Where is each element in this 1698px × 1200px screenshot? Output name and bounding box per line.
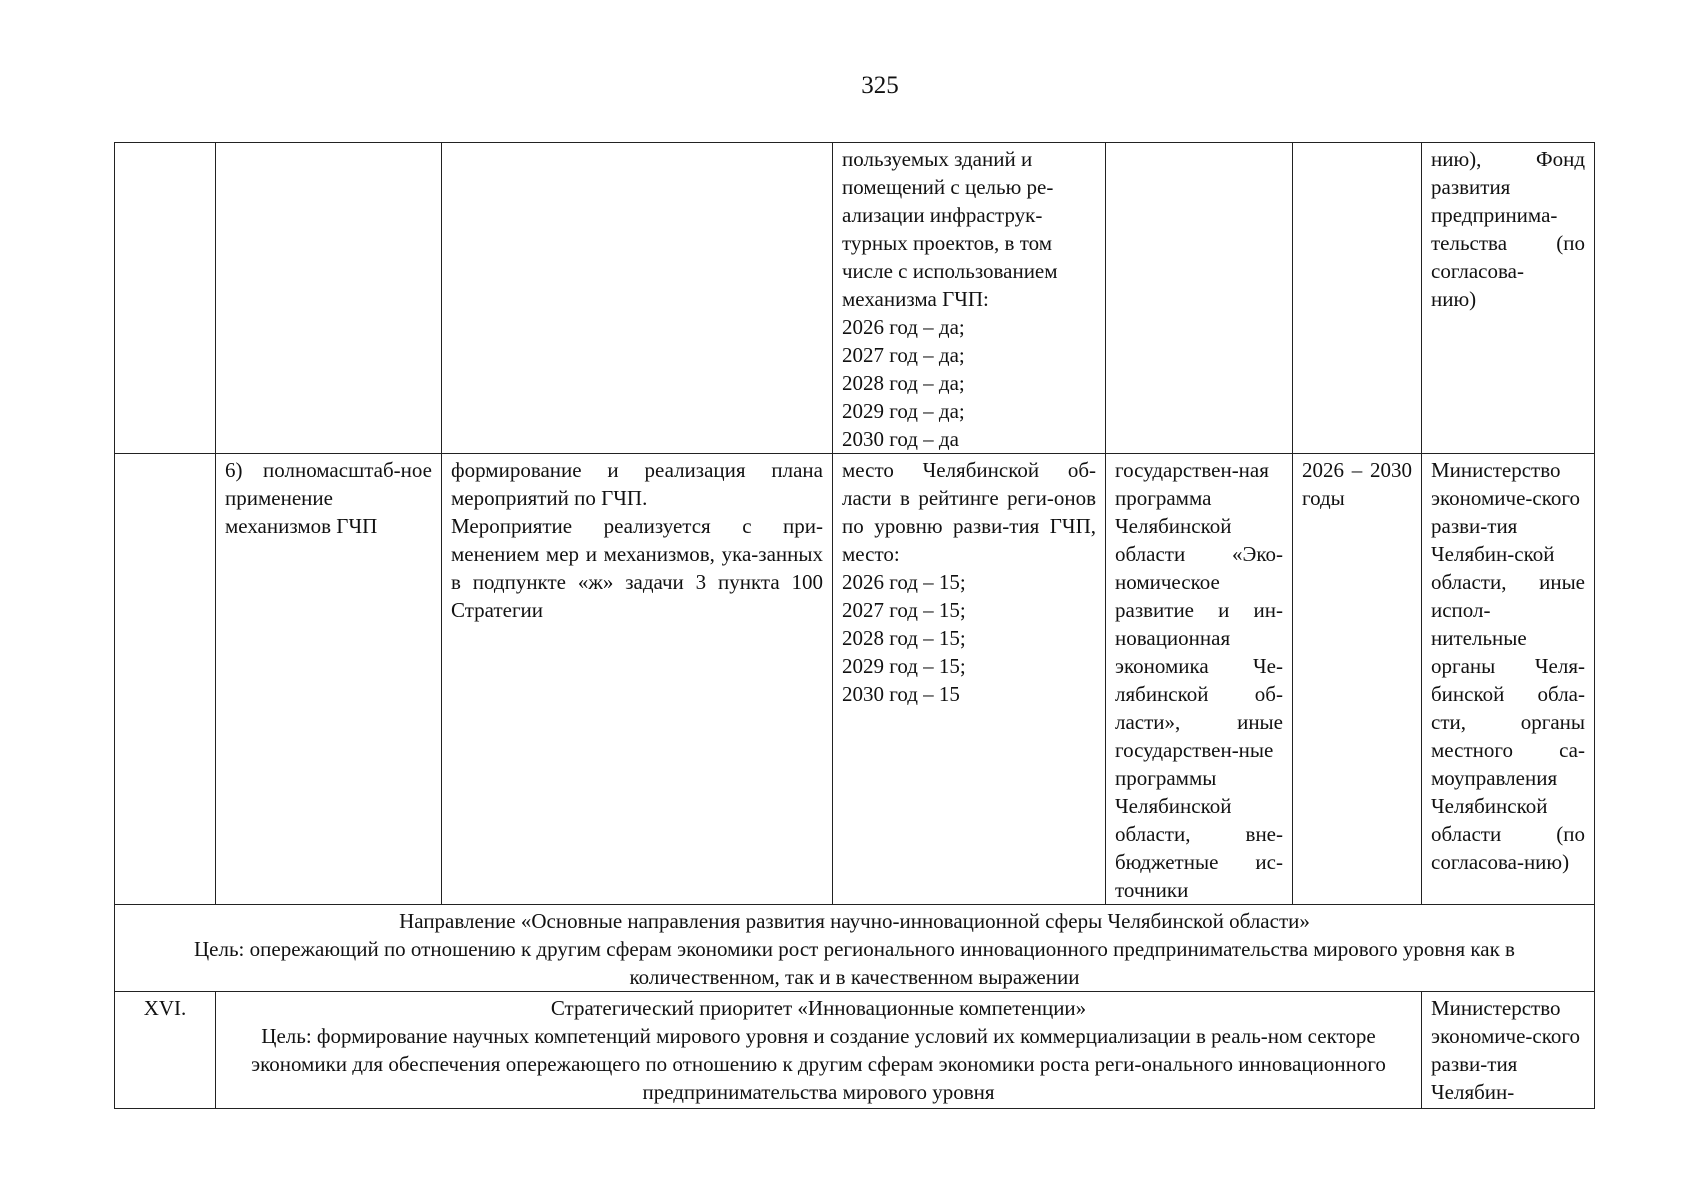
indicator-line: числе с использованием xyxy=(842,259,1058,283)
measure-paragraph: Мероприятие реализуется с при-менением мер и механизмов, ука-занных в подпункте «ж» задачи 3 пункта 100 Стратегии xyxy=(451,514,823,622)
indicator-line: турных проектов, в том xyxy=(842,231,1053,255)
indicator-line: пользуемых зданий и xyxy=(842,147,1033,171)
cell-indicator xyxy=(833,143,1106,454)
priority-goal: Цель: формирование научных компетенций мирового уровня и создание условий их коммерциализации в реаль-ном секторе экономики для обеспечения опережающего по отношению к другим сферам экономики роста реги-онального инновационного предпринимательства мирового уровня xyxy=(251,1024,1386,1104)
page-number: 325 xyxy=(861,72,899,99)
indicator-line: 2030 год – 15 xyxy=(842,682,960,706)
indicator-line: помещений с целью ре- xyxy=(842,175,1054,199)
priority-title: Стратегический приоритет «Инновационные компетенции» xyxy=(550,996,1087,1020)
indicator-line: 2030 год – да xyxy=(842,427,959,451)
indicator-line: 2028 год – 15; xyxy=(842,626,966,650)
cell-executor: Министерство экономиче-ского разви-тия Челябин-ской области, иные испол-нительные органы Челя-бинской обла-сти, органы местного са-моуправления Челябинской области (по согласова-нию) xyxy=(1422,454,1595,905)
cell-task xyxy=(216,143,442,454)
executor-line: развития xyxy=(1431,175,1511,199)
table-row-item-6 xyxy=(115,454,1595,905)
indicator-line: 2027 год – 15; xyxy=(842,598,966,622)
table-row-priority xyxy=(115,992,1595,1109)
indicator-line: 2029 год – да; xyxy=(842,399,965,423)
cell-program: государствен-ная программа Челябинской области «Эко-номическое развитие и ин-новационная экономика Че-лябинской об-ласти», иные государствен-ные программы Челябинской области, вне-бюджетные ис-точники xyxy=(1106,454,1293,905)
indicator-line: 2029 год – 15; xyxy=(842,654,966,678)
indicator-line: механизма ГЧП: xyxy=(842,287,989,311)
priority-executor: Министерство экономиче-ского разви-тия Челябин- xyxy=(1422,992,1595,1109)
measure-paragraph: формирование и реализация плана мероприятий по ГЧП. xyxy=(451,458,823,510)
priority-number: XVI. xyxy=(115,992,216,1109)
executor-line: нию), Фонд xyxy=(1431,147,1585,171)
indicator-line: 2026 год – да; xyxy=(842,315,965,339)
indicator-line: место Челябинской об-ласти в рейтинге реги-онов по уровню разви-тия ГЧП, место: xyxy=(842,458,1096,566)
direction-goal: Цель: опережающий по отношению к другим сферам экономики рост регионального инновационного предпринимательства мирового уровня как в количественном, так и в качественном выражении xyxy=(194,937,1515,989)
indicator-line: 2026 год – 15; xyxy=(842,570,966,594)
executor-line: тельства (по xyxy=(1431,231,1585,255)
cell-indicator xyxy=(833,454,1106,905)
direction-cell xyxy=(115,905,1595,992)
cell-number xyxy=(115,454,216,905)
indicator-line: 2028 год – да; xyxy=(842,371,965,395)
direction-title: Направление «Основные направления развития научно-инновационной сферы Челябинской области» xyxy=(399,909,1310,933)
indicator-line: ализации инфраструк- xyxy=(842,203,1043,227)
cell-executor xyxy=(1422,143,1595,454)
cell-program xyxy=(1106,143,1293,454)
executor-line: предпринима- xyxy=(1431,203,1558,227)
indicator-line: 2027 год – да; xyxy=(842,343,965,367)
cell-measure xyxy=(442,454,833,905)
cell-task: 6) полномасштаб-ное применение механизмов ГЧП xyxy=(216,454,442,905)
table-row-direction xyxy=(115,905,1595,992)
cell-measure xyxy=(442,143,833,454)
table-row-continuation xyxy=(115,143,1595,454)
executor-line: согласова- xyxy=(1431,259,1524,283)
priority-cell xyxy=(216,992,1422,1109)
executor-line: нию) xyxy=(1431,287,1477,311)
cell-period xyxy=(1293,143,1422,454)
cell-period: 2026 – 2030 годы xyxy=(1293,454,1422,905)
strategy-table xyxy=(114,142,1595,1109)
cell-number xyxy=(115,143,216,454)
